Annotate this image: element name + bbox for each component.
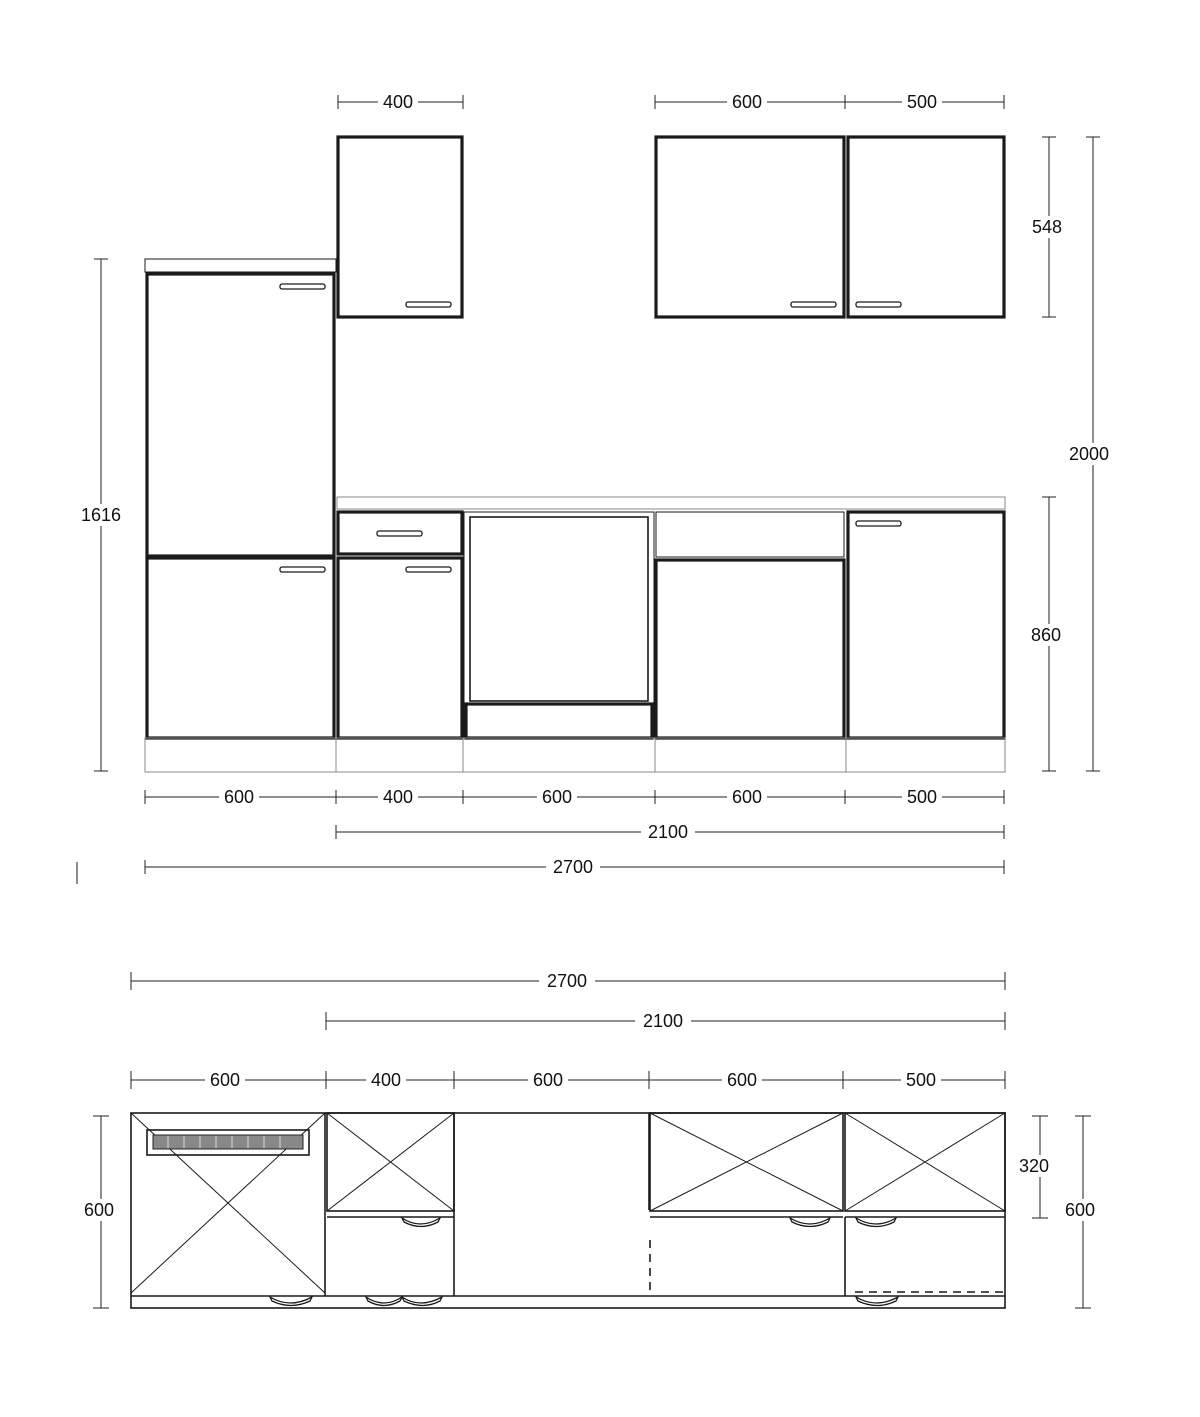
dim-total-height bbox=[1068, 137, 1114, 771]
oven-housing-600 bbox=[464, 512, 654, 738]
dim-base-height bbox=[1028, 497, 1068, 771]
plan-view bbox=[80, 970, 1101, 1308]
dim-label: 600 bbox=[731, 92, 763, 112]
dim-label: 500 bbox=[906, 92, 938, 112]
dim-wall-height bbox=[1029, 137, 1069, 317]
dim-label: 860 bbox=[1030, 625, 1062, 645]
door-handle bbox=[280, 284, 325, 289]
plan-handle bbox=[856, 1297, 898, 1306]
plan-cell-600 bbox=[650, 1113, 843, 1290]
plan-cell-500 bbox=[845, 1113, 1005, 1296]
dim-label: 600 bbox=[731, 787, 763, 807]
dim-label: 600 bbox=[1064, 1200, 1096, 1220]
elevation-view bbox=[77, 92, 1114, 884]
door-handle bbox=[280, 567, 325, 572]
dim-label: 600 bbox=[83, 1200, 115, 1220]
dim-tall-height bbox=[78, 259, 124, 771]
dim-label: 400 bbox=[370, 1070, 402, 1090]
dim-label: 1616 bbox=[80, 505, 122, 525]
drawer-handle bbox=[377, 531, 422, 536]
plan-handle bbox=[366, 1297, 402, 1306]
plan-handle bbox=[402, 1297, 442, 1306]
plan-fridge-cell bbox=[131, 1113, 325, 1296]
dim-span-2700 bbox=[145, 857, 1004, 877]
plan-dim-depth-wall bbox=[1016, 1116, 1056, 1218]
dim-label: 2700 bbox=[552, 857, 594, 877]
plan-dim-span-2700 bbox=[131, 970, 1005, 992]
wall-cabinets-600-500 bbox=[656, 137, 1004, 317]
countertop bbox=[337, 497, 1005, 509]
plan-cell-400 bbox=[327, 1113, 454, 1296]
dim-label: 600 bbox=[532, 1070, 564, 1090]
dim-label: 320 bbox=[1018, 1156, 1050, 1176]
door-handle bbox=[856, 302, 901, 307]
door-handle bbox=[791, 302, 836, 307]
dim-span-2100 bbox=[336, 822, 1004, 842]
sink-cabinet-600 bbox=[656, 512, 844, 738]
tall-fridge-unit bbox=[145, 259, 336, 772]
base-cabinet-500 bbox=[848, 512, 1004, 738]
dim-base-widths bbox=[145, 787, 1004, 807]
dim-label: 2700 bbox=[546, 971, 588, 991]
dim-label: 2100 bbox=[642, 1011, 684, 1031]
door-handle bbox=[406, 567, 451, 572]
dim-label: 548 bbox=[1031, 217, 1063, 237]
plan-handle bbox=[270, 1297, 312, 1306]
dim-label: 2100 bbox=[647, 822, 689, 842]
dim-label: 500 bbox=[905, 1070, 937, 1090]
dim-label: 600 bbox=[541, 787, 573, 807]
base-cabinet-400 bbox=[338, 512, 462, 738]
plan-dim-depth-right bbox=[1061, 1116, 1101, 1308]
dim-label: 600 bbox=[726, 1070, 758, 1090]
dim-label: 400 bbox=[382, 92, 414, 112]
dim-label: 500 bbox=[906, 787, 938, 807]
dim-label: 600 bbox=[223, 787, 255, 807]
plan-dim-widths bbox=[131, 1070, 1005, 1090]
wall-cabinet-400 bbox=[338, 137, 462, 317]
dim-label: 400 bbox=[382, 787, 414, 807]
plan-dim-span-2100 bbox=[326, 1010, 1005, 1032]
dim-label: 2000 bbox=[1068, 444, 1110, 464]
plan-dim-depth-left bbox=[80, 1116, 120, 1308]
dim-wall-400 bbox=[338, 92, 463, 112]
dim-label: 600 bbox=[209, 1070, 241, 1090]
door-handle bbox=[406, 302, 451, 307]
plinth bbox=[336, 738, 1005, 772]
door-handle bbox=[856, 521, 901, 526]
dim-wall-600-500 bbox=[655, 92, 1004, 112]
